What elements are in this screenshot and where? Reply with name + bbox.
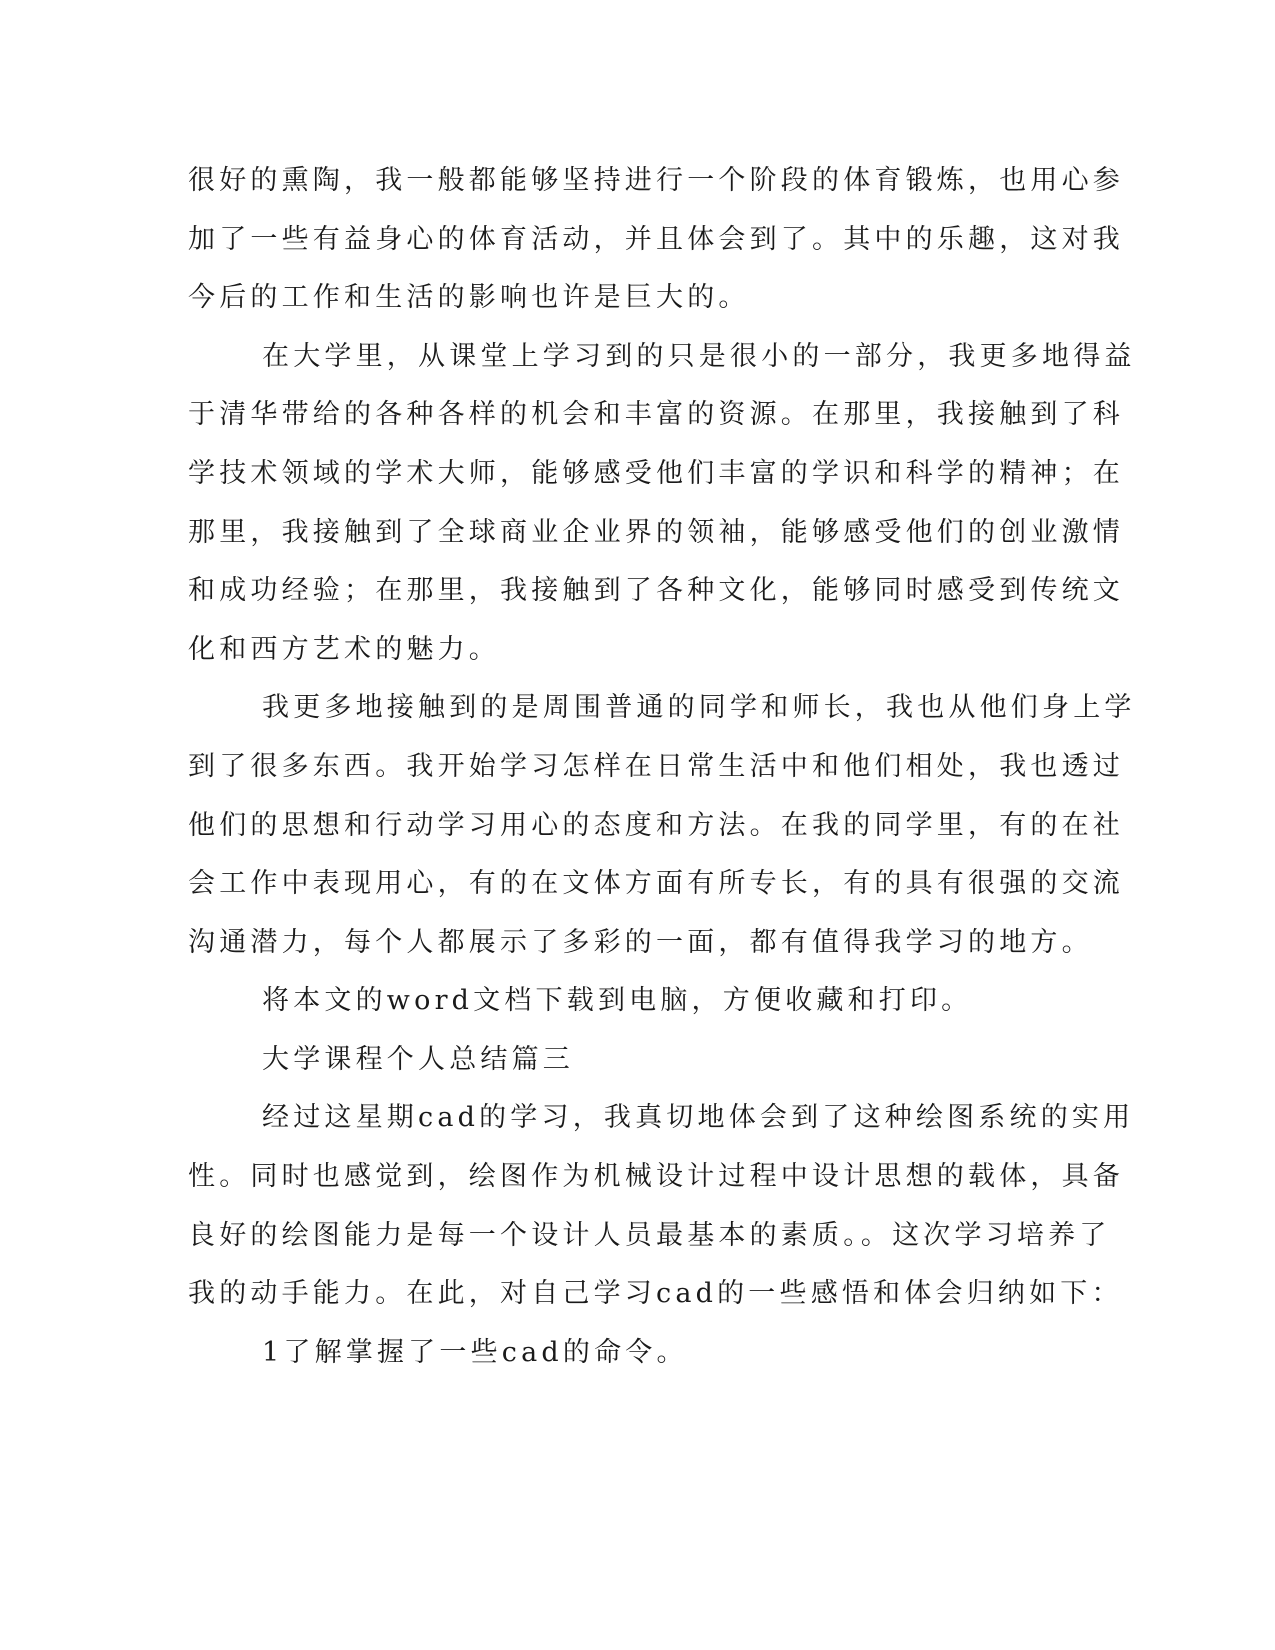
text-line: 我的动手能力。在此，对自己学习cad的一些感悟和体会归纳如下： — [188, 1278, 1123, 1309]
text-line: 加了一些有益身心的体育活动，并且体会到了。其中的乐趣，这对我 — [188, 224, 1124, 255]
text-line: 他们的思想和行动学习用心的态度和方法。在我的同学里，有的在社 — [188, 810, 1124, 841]
text-line: 沟通潜力，每个人都展示了多彩的一面，都有值得我学习的地方。 — [188, 927, 1093, 958]
text-line: 性。同时也感觉到，绘图作为机械设计过程中设计思想的载体，具备 — [188, 1161, 1124, 1192]
text-line: 于清华带给的各种各样的机会和丰富的资源。在那里，我接触到了科 — [188, 399, 1124, 430]
text-line: 会工作中表现用心，有的在文体方面有所专长，有的具有很强的交流 — [188, 868, 1124, 899]
paragraph-first-line: 经过这星期cad的学习，我真切地体会到了这种绘图系统的实用 — [262, 1102, 1135, 1133]
text-line: 良好的绘图能力是每一个设计人员最基本的素质。。这次学习培养了 — [188, 1220, 1111, 1251]
text-line: 那里，我接触到了全球商业企业界的领袖，能够感受他们的创业激情 — [188, 517, 1124, 548]
text-line: 学技术领域的学术大师，能够感受他们丰富的学识和科学的精神；在 — [188, 458, 1124, 489]
download-note: 将本文的word文档下载到电脑，方便收藏和打印。 — [262, 985, 973, 1016]
list-item: 1了解掌握了一些cad的命令。 — [262, 1337, 688, 1368]
paragraph-first-line: 我更多地接触到的是周围普通的同学和师长，我也从他们身上学 — [262, 692, 1136, 723]
text-line: 很好的熏陶，我一般都能够坚持进行一个阶段的体育锻炼，也用心参 — [188, 165, 1124, 196]
text-line: 到了很多东西。我开始学习怎样在日常生活中和他们相处，我也透过 — [188, 751, 1124, 782]
text-line: 今后的工作和生活的影响也许是巨大的。 — [188, 282, 750, 313]
section-heading: 大学课程个人总结篇三 — [262, 1044, 574, 1075]
text-line: 和成功经验；在那里，我接触到了各种文化，能够同时感受到传统文 — [188, 575, 1124, 606]
text-line: 化和西方艺术的魅力。 — [188, 634, 500, 665]
paragraph-first-line: 在大学里，从课堂上学习到的只是很小的一部分，我更多地得益 — [262, 341, 1136, 372]
